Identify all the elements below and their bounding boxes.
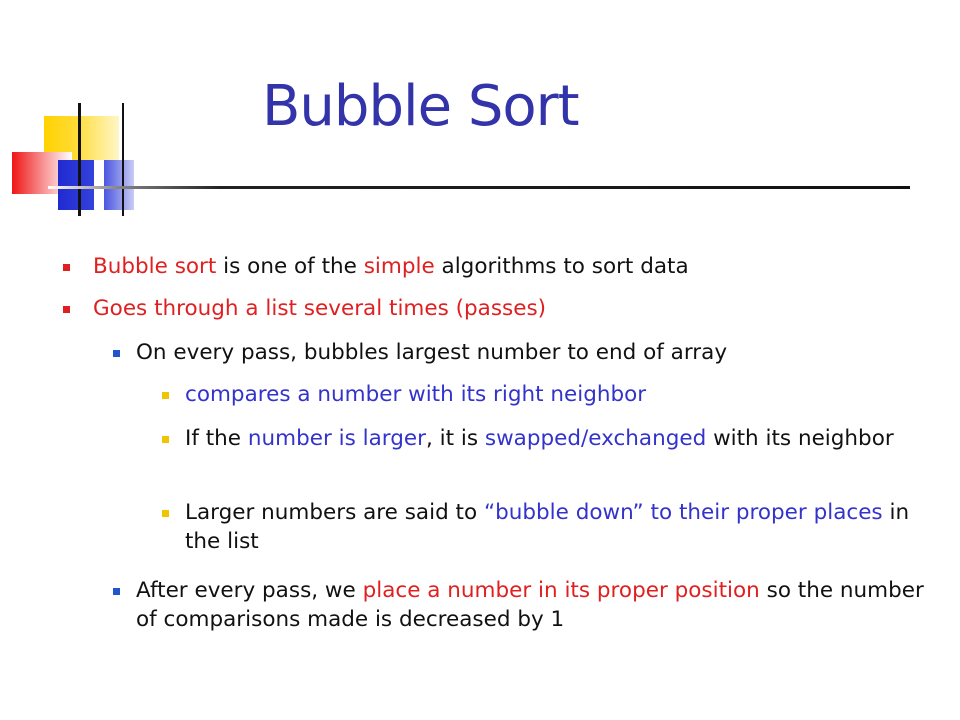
- bullet-text-segment: compares a number with its right neighbor: [185, 382, 647, 407]
- bullet-level2: [136, 338, 896, 367]
- bullet-square-icon: [63, 264, 70, 271]
- bullet-text-segment: number is larger: [247, 426, 426, 451]
- bullet-text-segment: simple: [363, 254, 435, 279]
- bullet-level1: [93, 252, 853, 281]
- bullet-text-segment: On every pass, bubbles largest number to end of array: [136, 340, 728, 365]
- bullet-text-segment: Bubble sort: [93, 254, 217, 279]
- bullet-level3: [185, 380, 925, 409]
- white-gap-bar: [94, 160, 104, 210]
- bullet-text-segment: in the list: [185, 500, 910, 554]
- slide-title: Bubble Sort: [262, 74, 579, 139]
- title-underline: [48, 186, 910, 189]
- decorative-squares-logo: [0, 0, 140, 225]
- bullet-square-icon: [113, 588, 120, 595]
- bullet-text-segment: If the: [185, 426, 248, 451]
- vertical-rule-left: [78, 103, 81, 216]
- bullet-square-icon: [162, 510, 169, 517]
- bullet-text-segment: is one of the: [216, 254, 364, 279]
- bullet-text-segment: After every pass, we: [136, 578, 363, 603]
- bullet-square-icon: [162, 392, 169, 399]
- bullet-level2: [136, 576, 926, 634]
- bullet-text-segment: place a number in its proper position: [362, 578, 760, 603]
- bullet-level3: [185, 424, 930, 453]
- bullet-square-icon: [162, 436, 169, 443]
- bullet-square-icon: [113, 350, 120, 357]
- bullet-text-segment: so the number of comparisons made is decreased by 1: [136, 578, 924, 632]
- bullet-text-segment: Goes through a list several times (passes): [93, 296, 547, 321]
- vertical-rule-right: [122, 103, 124, 216]
- bullet-text-segment: swapped/exchanged: [484, 426, 707, 451]
- bullet-text-segment: with its neighbor: [706, 426, 894, 451]
- bullet-level3: [185, 498, 930, 556]
- bullet-text-segment: , it is: [425, 426, 485, 451]
- bullet-level1: [93, 294, 853, 323]
- bullet-text-segment: algorithms to sort data: [434, 254, 689, 279]
- bullet-text-segment: “bubble down” to their proper places: [483, 500, 883, 525]
- bullet-text-segment: Larger numbers are said to: [185, 500, 484, 525]
- bullet-square-icon: [63, 306, 70, 313]
